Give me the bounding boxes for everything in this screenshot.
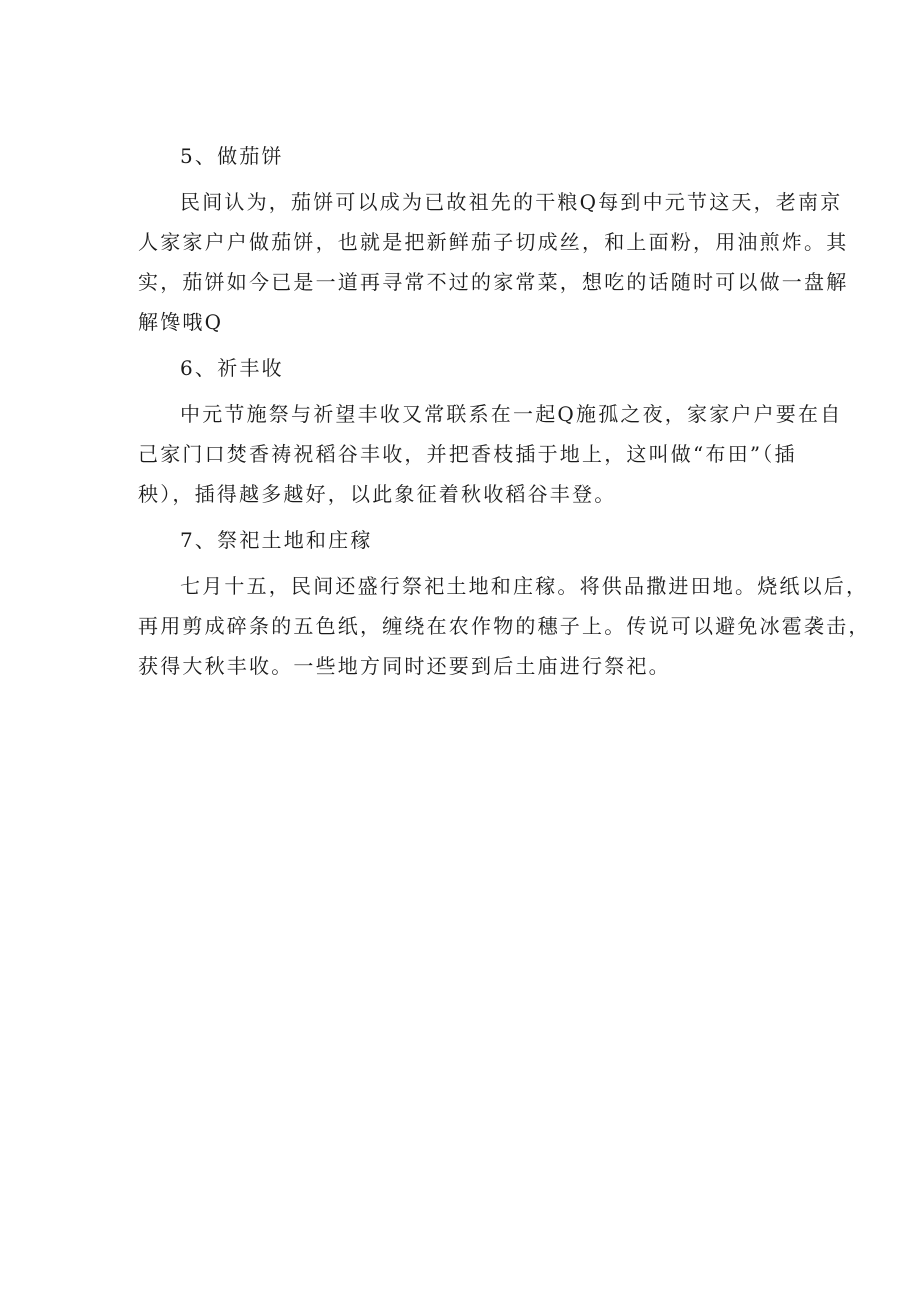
document-body bbox=[138, 136, 871, 692]
paragraph-line: 七月十五，民间还盛行祭祀土地和庄稼。将供品撒进田地。烧纸以后， bbox=[180, 574, 869, 598]
section-heading-5: 5、做茄饼 bbox=[180, 144, 284, 168]
paragraph-line: 秧），插得越多越好，以此象征着秋收稻谷丰登。 bbox=[138, 482, 617, 506]
section-heading-7: 7、祭祀土地和庄稼 bbox=[180, 528, 373, 552]
section-paragraph-7 bbox=[138, 566, 871, 686]
paragraph-line: 民间认为，茄饼可以成为已故祖先的干粮Q每到中元节这天，老南京 bbox=[180, 190, 843, 214]
paragraph-line: 获得大秋丰收。一些地方同时还要到后土庙进行祭祀。 bbox=[138, 654, 671, 678]
paragraph-line: 中元节施祭与祈望丰收又常联系在一起Q施孤之夜，家家户户要在自 bbox=[180, 402, 843, 426]
paragraph-line: 解馋哦Q bbox=[138, 310, 224, 334]
section-paragraph-6 bbox=[138, 394, 843, 514]
paragraph-line: 己家门口焚香祷祝稻谷丰收，并把香枝插于地上，这叫做“布田”（插 bbox=[138, 442, 797, 466]
paragraph-line: 再用剪成碎条的五色纸，缠绕在农作物的穗子上。传说可以避免冰雹袭击， bbox=[138, 614, 871, 638]
section-paragraph-5 bbox=[138, 182, 849, 342]
section-heading-6: 6、祈丰收 bbox=[180, 356, 284, 380]
paragraph-line: 实，茄饼如今已是一道再寻常不过的家常菜，想吃的话随时可以做一盘解 bbox=[138, 270, 849, 294]
paragraph-line: 人家家户户做茄饼，也就是把新鲜茄子切成丝，和上面粉，用油煎炸。其 bbox=[138, 230, 849, 254]
